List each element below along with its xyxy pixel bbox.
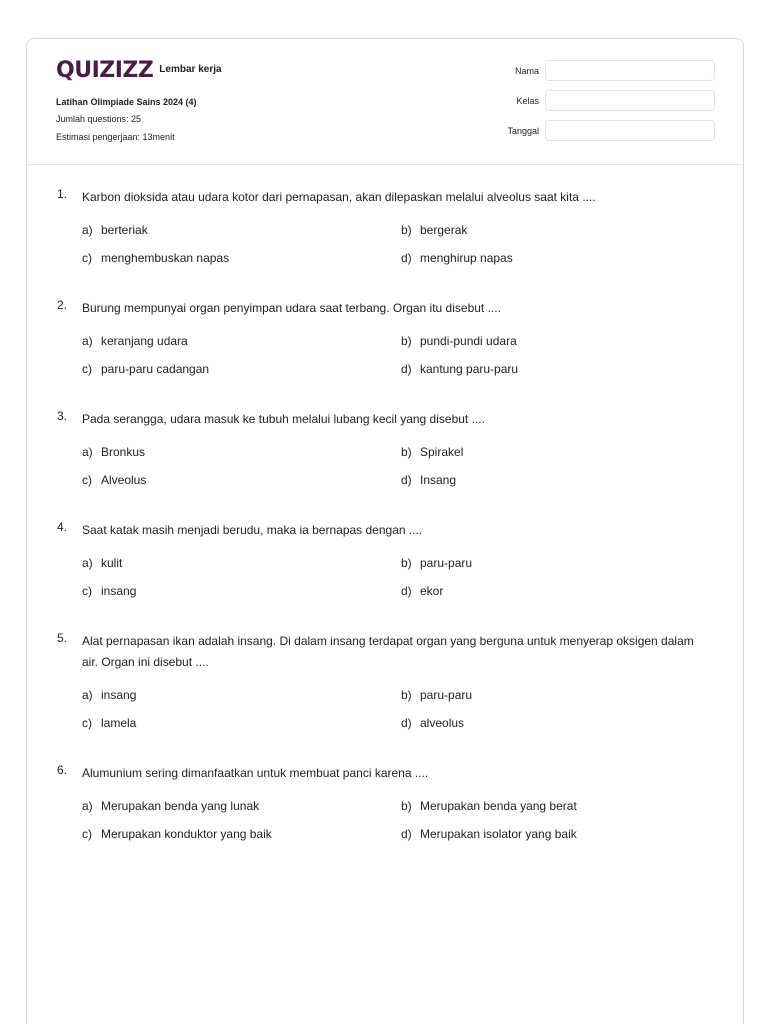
- option-letter: d): [401, 716, 412, 730]
- answer-option[interactable]: [82, 556, 122, 570]
- option-letter: d): [401, 584, 412, 598]
- option-text: bergerak: [420, 223, 468, 237]
- option-letter: c): [82, 251, 92, 265]
- answer-option[interactable]: [401, 334, 517, 348]
- option-letter: c): [82, 584, 92, 598]
- option-text: lamela: [101, 716, 137, 730]
- option-text: alveolus: [420, 716, 465, 730]
- question-number: 6.: [57, 763, 68, 777]
- answer-option[interactable]: [401, 584, 443, 598]
- option-letter: c): [82, 362, 92, 376]
- option-text: berteriak: [101, 223, 148, 237]
- question-text: Alumunium sering dimanfaatkan untuk membuat panci karena ....: [82, 766, 429, 780]
- option-text: Alveolus: [101, 473, 147, 487]
- time-estimate: Estimasi pengerjaan: 13menit: [56, 132, 175, 142]
- worksheet-subtitle: Lembar kerja: [159, 64, 222, 75]
- option-text: Merupakan benda yang berat: [420, 799, 577, 813]
- answer-option[interactable]: [82, 473, 146, 487]
- answer-option[interactable]: [82, 223, 148, 237]
- answer-option[interactable]: [82, 445, 145, 459]
- option-letter: a): [82, 223, 93, 237]
- question-number: 5.: [57, 631, 68, 645]
- date-label: Tanggal: [507, 126, 539, 136]
- option-letter: b): [401, 688, 412, 702]
- option-letter: c): [82, 473, 92, 487]
- option-letter: a): [82, 445, 93, 459]
- option-text: insang: [101, 688, 137, 702]
- answer-option[interactable]: [82, 334, 188, 348]
- name-field[interactable]: [545, 60, 715, 81]
- answer-option[interactable]: [401, 223, 467, 237]
- question-number: 3.: [57, 409, 68, 423]
- answer-option[interactable]: [82, 584, 136, 598]
- option-letter: c): [82, 716, 92, 730]
- class-field[interactable]: [545, 90, 715, 111]
- option-text: paru-paru cadangan: [101, 362, 210, 376]
- option-letter: b): [401, 223, 412, 237]
- option-letter: a): [82, 556, 93, 570]
- option-letter: a): [82, 799, 93, 813]
- option-letter: b): [401, 445, 412, 459]
- option-letter: d): [401, 362, 412, 376]
- question-number: 2.: [57, 298, 68, 312]
- question-number: 4.: [57, 520, 68, 534]
- answer-option[interactable]: [401, 445, 463, 459]
- option-letter: d): [401, 473, 412, 487]
- option-letter: b): [401, 799, 412, 813]
- answer-option[interactable]: [401, 251, 513, 265]
- option-text: Merupakan konduktor yang baik: [101, 827, 272, 841]
- answer-option[interactable]: [401, 799, 577, 813]
- option-letter: b): [401, 556, 412, 570]
- option-text: kantung paru-paru: [420, 362, 519, 376]
- questions-count: Jumlah questions: 25: [56, 114, 142, 124]
- question-number: 1.: [57, 187, 68, 201]
- brand: [56, 60, 222, 82]
- question-text: Pada serangga, udara masuk ke tubuh melalui lubang kecil yang disebut ....: [82, 412, 485, 426]
- option-text: pundi-pundi udara: [420, 334, 517, 348]
- answer-option[interactable]: [82, 716, 136, 730]
- answer-option[interactable]: [401, 827, 577, 841]
- class-label: Kelas: [516, 96, 539, 106]
- name-label: Nama: [514, 66, 539, 76]
- option-letter: d): [401, 827, 412, 841]
- question-text: Burung mempunyai organ penyimpan udara saat terbang. Organ itu disebut ....: [82, 301, 501, 315]
- option-letter: a): [82, 334, 93, 348]
- option-text: Merupakan isolator yang baik: [420, 827, 577, 841]
- answer-option[interactable]: [401, 473, 456, 487]
- answer-option[interactable]: [401, 362, 518, 376]
- option-text: Bronkus: [101, 445, 146, 459]
- option-text: keranjang udara: [101, 334, 188, 348]
- option-text: kulit: [101, 556, 123, 570]
- question-text: Karbon dioksida atau udara kotor dari pernapasan, akan dilepaskan melalui alveolus saat kita ....: [82, 190, 596, 204]
- answer-option[interactable]: [82, 799, 259, 813]
- answer-option[interactable]: [401, 556, 472, 570]
- option-letter: c): [82, 827, 92, 841]
- date-field[interactable]: [545, 120, 715, 141]
- option-text: Spirakel: [420, 445, 464, 459]
- option-letter: a): [82, 688, 93, 702]
- option-text: Insang: [420, 473, 457, 487]
- answer-option[interactable]: [401, 716, 464, 730]
- answer-option[interactable]: [82, 688, 136, 702]
- question-text: Saat katak masih menjadi berudu, maka ia bernapas dengan ....: [82, 523, 423, 537]
- worksheet-title: Latihan Olimpiade Sains 2024 (4): [56, 97, 197, 107]
- answer-option[interactable]: [82, 827, 272, 841]
- option-text: paru-paru: [420, 688, 473, 702]
- option-letter: b): [401, 334, 412, 348]
- option-text: ekor: [420, 584, 444, 598]
- option-text: Merupakan benda yang lunak: [101, 799, 260, 813]
- option-text: paru-paru: [420, 556, 473, 570]
- option-letter: d): [401, 251, 412, 265]
- question-text: Alat pernapasan ikan adalah insang. Di dalam insang terdapat organ yang berguna untuk menyerap oksigen dalam air. Organ ini disebut ....: [82, 634, 694, 669]
- worksheet-header: [27, 39, 743, 165]
- quizizz-logo: QUIZIZZ: [56, 58, 154, 83]
- option-text: menghirup napas: [420, 251, 513, 265]
- answer-option[interactable]: [82, 362, 209, 376]
- option-text: menghembuskan napas: [101, 251, 230, 265]
- answer-option[interactable]: [82, 251, 229, 265]
- answer-option[interactable]: [401, 688, 472, 702]
- option-text: insang: [101, 584, 137, 598]
